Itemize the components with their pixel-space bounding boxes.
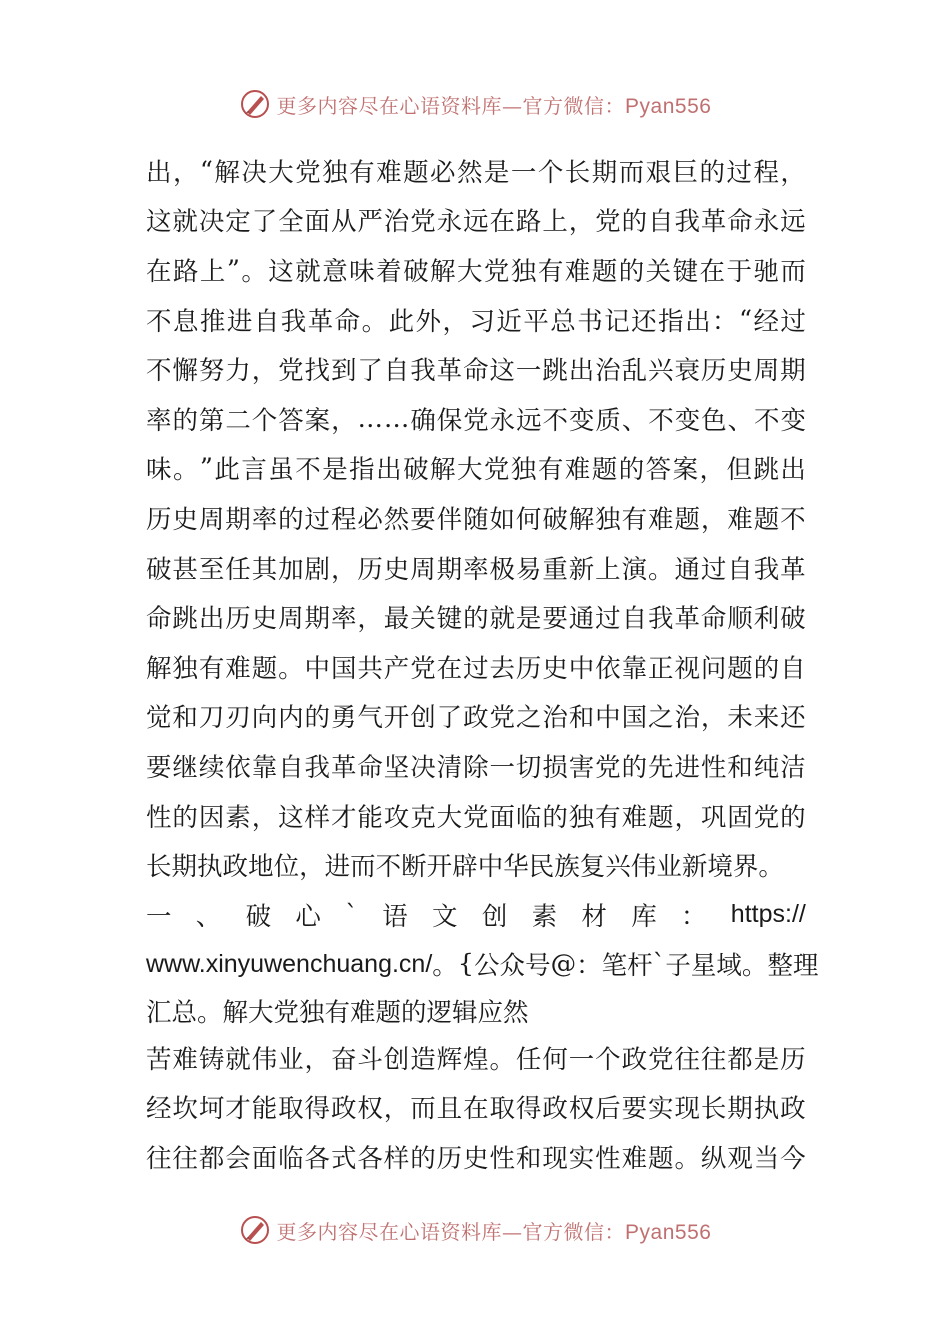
body-line: 苦 难 铸 就 伟 业 ， 奋 斗 创 造 辉 煌 。 任 何 一 个 政 党 往 往 都 是 历: [146, 1044, 806, 1075]
footer-banner-text: 更多内容尽在心语资料库—官方微信：Pyan556: [276, 1219, 712, 1244]
source-url-link[interactable]: https://: [730, 900, 806, 929]
body-line: 解 独 有 难 题 。 中 国 共 产 党 在 过 去 历 史 中 依 靠 正 视 问 题 的 自: [146, 653, 806, 684]
body-line: 率 的 第 二 个 答 案 ， … … 确 保 党 永 远 不 变 质 、 不 变 色 、 不 变: [146, 403, 806, 436]
body-line: 在 路 上 ” 。 这 就 意 味 着 破 解 大 党 独 有 难 题 的 关 键 在 于 驰 而: [146, 254, 806, 287]
body-line: 出 ， “ 解 决 大 党 独 有 难 题 必 然 是 一 个 长 期 而 艰 巨 的 过 程 ，: [146, 155, 806, 188]
body-line: 经 坎 坷 才 能 取 得 政 权 ， 而 且 在 取 得 政 权 后 要 实 现 长 期 执 政: [146, 1094, 806, 1125]
pen-logo-icon: [239, 88, 271, 120]
pen-logo-icon: [239, 1214, 271, 1246]
source-url-link[interactable]: www.xinyuwenchuang.cn/: [146, 949, 433, 978]
body-line: 味 。 ” 此 言 虽 不 是 指 出 破 解 大 党 独 有 难 题 的 答 案 ， 但 跳 出: [146, 453, 806, 486]
body-line: 长 期 执 政 地 位 ， 进 而 不 断 开 辟 中 华 民 族 复 兴 伟 业 新 境 界 。: [146, 852, 784, 883]
body-line: 破 甚 至 任 其 加 剧 ， 历 史 周 期 率 极 易 重 新 上 演 。 通 过 自 我 革: [146, 554, 806, 585]
body-line: 性 的 因 素 ， 这 样 才 能 攻 克 大 党 面 临 的 独 有 难 题 ， 巩 固 党 的: [146, 802, 806, 833]
body-line: 要 继 续 依 靠 自 我 革 命 坚 决 清 除 一 切 损 害 党 的 先 进 性 和 纯 洁: [146, 752, 806, 783]
body-line: 往 往 都 会 面 临 各 式 各 样 的 历 史 性 和 现 实 性 难 题 。 纵 观 当 今: [146, 1144, 806, 1175]
body-line: 不 懈 努 力 ， 党 找 到 了 自 我 革 命 这 一 跳 出 治 乱 兴 衰 历 史 周 期: [146, 356, 806, 387]
document-body: [146, 146, 819, 1182]
header-banner-text: 更多内容尽在心语资料库—官方微信：Pyan556: [276, 93, 712, 118]
body-line: 觉 和 刀 刃 向 内 的 勇 气 开 创 了 政 党 之 治 和 中 国 之 治 ， 未 来 还: [146, 703, 806, 734]
body-line: 这 就 决 定 了 全 面 从 严 治 党 永 远 在 路 上 ， 党 的 自 我 革 命 永 远: [146, 207, 806, 238]
footer-banner: [0, 1210, 950, 1250]
heading-line: 一 、 破 心 ` 语 文 创 素 材 库 ： https://: [146, 899, 806, 932]
section-heading: 汇总。解大党独有难题的逻辑应然: [146, 998, 529, 1029]
body-line: 命 跳 出 历 史 周 期 率 ， 最 关 键 的 就 是 要 通 过 自 我 革 命 顺 利 破: [146, 604, 806, 635]
body-line: 不 息 推 进 自 我 革 命 。 此 外 ， 习 近 平 总 书 记 还 指 出 ： “ 经 过: [146, 304, 806, 337]
body-line: 历 史 周 期 率 的 过 程 必 然 要 伴 随 如 何 破 解 独 有 难 题 ， 难 题 不: [146, 504, 806, 535]
header-banner: [0, 84, 950, 124]
heading-line: www.xinyuwenchuang.cn/ 。 { 公 众 号 @ ： 笔 杆 ` 子 星 域 。 整 理: [146, 949, 819, 982]
